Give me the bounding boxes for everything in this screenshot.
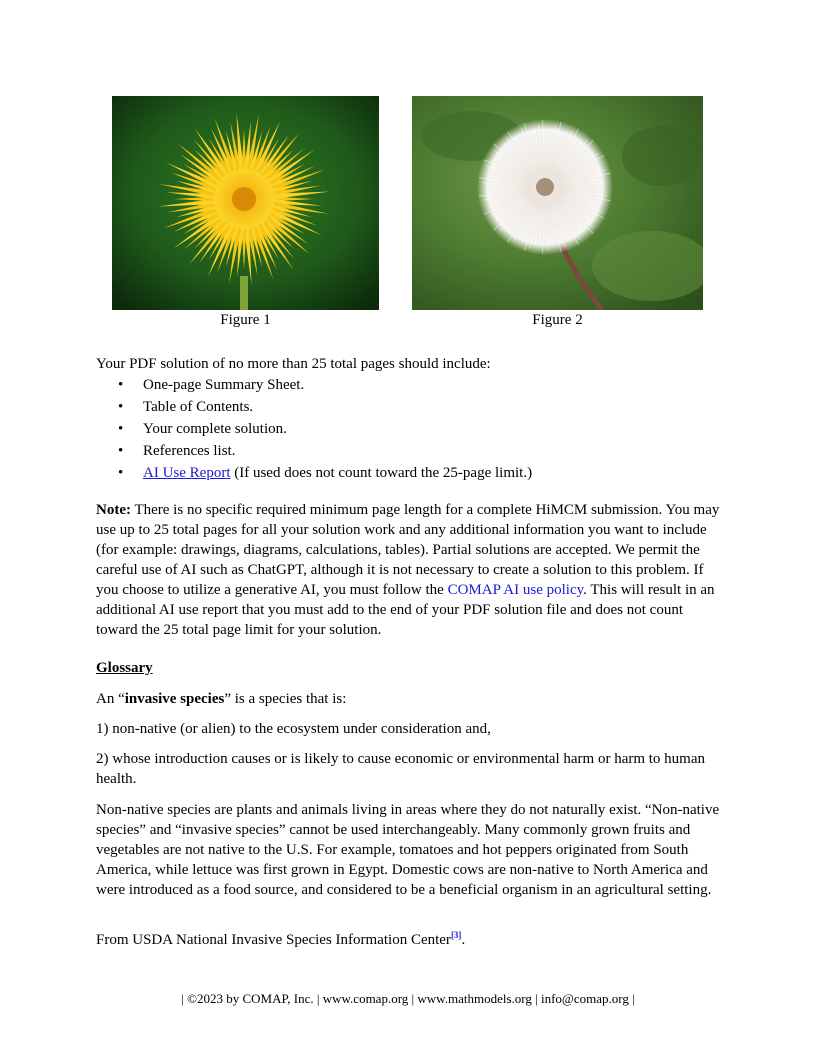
note-text-end: . This will result in an additional AI use report that you must add to the end of your PDF solution file and does not count toward the 25 total page limit for your solution. bbox=[96, 582, 715, 638]
list-item: • Table of Contents. bbox=[96, 396, 716, 418]
reference-link[interactable]: [3] bbox=[450, 930, 462, 940]
glossary-source bbox=[96, 930, 721, 950]
ai-use-report-note: (If used does not count toward the 25-page limit.) bbox=[230, 465, 533, 481]
figure-1-caption: Figure 1 bbox=[220, 312, 271, 328]
definition-term: invasive species bbox=[124, 691, 225, 707]
requirements-list bbox=[96, 374, 716, 484]
list-item: • One-page Summary Sheet. bbox=[96, 374, 716, 396]
requirements-intro: Your PDF solution of no more than 25 total pages should include: bbox=[96, 356, 491, 372]
note-label: Note: bbox=[96, 502, 131, 518]
list-item: • References list. bbox=[96, 440, 716, 462]
glossary-point-1: 1) non-native (or alien) to the ecosystem under consideration and, bbox=[96, 721, 491, 737]
definition-prefix: An “ bbox=[96, 691, 125, 707]
note-text: There is no specific required minimum page length for a complete HiMCM submission. You may use up to 25 total pages for all your solution work and any additional information you want to include (for example: drawings, diagrams, calculations, tables). Partial solutions are accepted. We permit the careful use of AI such as ChatGPT, although it is not necessary to create a solution to this problem. If you choose to utilize a generative AI, you must follow the bbox=[96, 502, 720, 598]
glossary-heading: Glossary bbox=[96, 660, 153, 676]
glossary-point-2: 2) whose introduction causes or is likely to cause economic or environmental harm or harm to human health. bbox=[96, 751, 706, 787]
note-paragraph bbox=[96, 500, 721, 640]
definition-suffix: ” is a species that is: bbox=[224, 691, 347, 707]
ai-use-report-link[interactable]: AI Use Report bbox=[143, 465, 231, 481]
glossary-definition bbox=[96, 689, 721, 709]
figure-1-dandelion-flower bbox=[112, 96, 379, 310]
comap-ai-policy-link[interactable]: COMAP AI use policy bbox=[447, 582, 584, 598]
glossary-paragraph: Non-native species are plants and animals living in areas where they do not naturally exist. “Non-native species” and “invasive species” cannot be used interchangeably. Many commonly grown fruits and vegetables are not native to the U.S. For example, tomatoes and hot peppers originated from South America, while lettuce was first grown in Egypt. Domestic cows are non-native to North America and were introduced as a food source, and considered to be a beneficial organism in an agricultural setting. bbox=[96, 802, 720, 898]
source-text: From USDA National Invasive Species Information Center bbox=[96, 932, 451, 948]
figure-2-dandelion-seed-head bbox=[412, 96, 703, 310]
figure-2-caption: Figure 2 bbox=[532, 312, 583, 328]
page-footer: | ©2023 by COMAP, Inc. | www.comap.org | www.mathmodels.org | info@comap.org | bbox=[181, 991, 635, 1006]
list-item: • Your complete solution. bbox=[96, 418, 716, 440]
source-end: . bbox=[461, 932, 466, 948]
list-item bbox=[96, 462, 716, 484]
